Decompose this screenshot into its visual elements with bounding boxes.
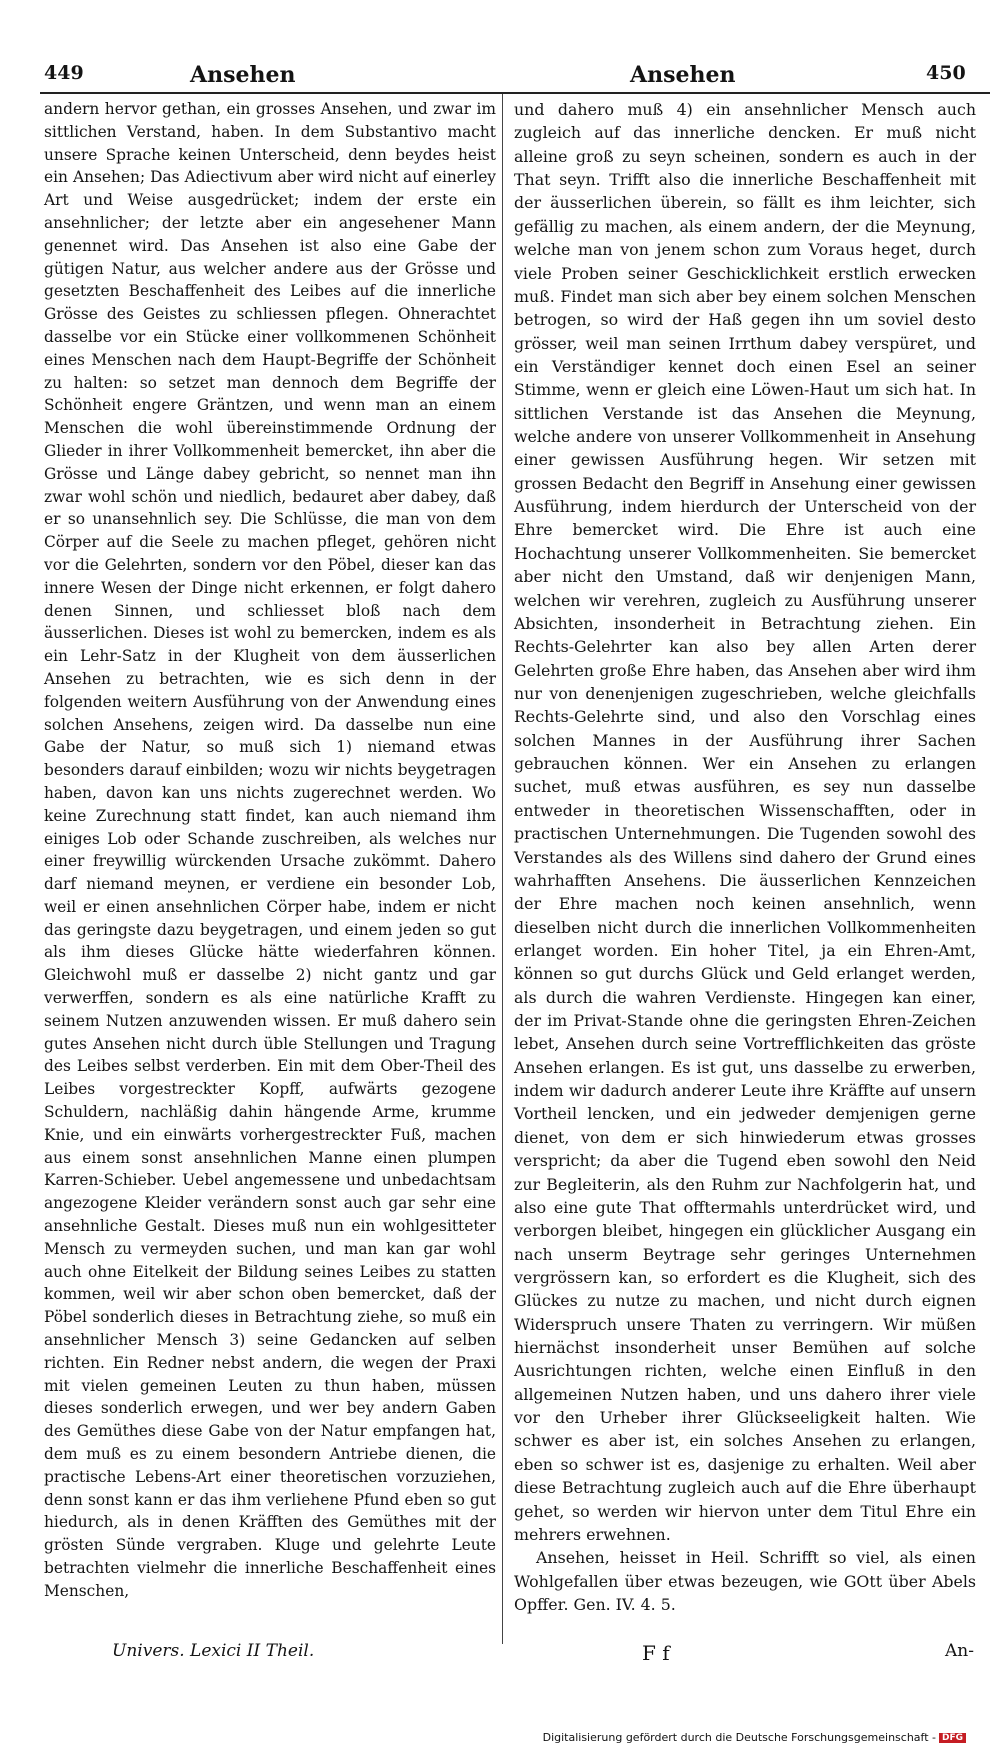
running-header	[40, 62, 990, 96]
credit-text: Digitalisierung gefördert durch die Deutsche Forschungsgemeinschaft -	[542, 1731, 936, 1744]
footer-signature: Univers. Lexici II Theil.	[112, 1641, 315, 1661]
header-keyword-right: Ansehen	[630, 62, 736, 88]
header-keyword-left: Ansehen	[190, 62, 296, 88]
page-number-left: 449	[44, 62, 84, 84]
catchword: An-	[945, 1641, 974, 1661]
left-paragraph: andern hervor gethan, ein grosses Ansehen, und zwar im sittlichen Verstand, haben. In dem Substantivo macht unsere Sprache keinen Unterscheid, denn beydes heist ein Ansehen; Das Adiectivum aber wird nicht auf einerley Art und Weise ausgedrücket; indem der erste ein ansehnlicher; der letzte aber ein angesehener Mann genennet wird. Das Ansehen ist also eine Gabe der gütigen Natur, aus welcher andere aus der Grösse und gesetzten Beschaffenheit des Leibes auf die innerliche Grösse des Geistes zu schliessen pflegen. Ohnerachtet dasselbe vor ein Stücke einer vollkommenen Schönheit eines Menschen nach dem Haupt-Begriffe der Schönheit zu halten: so setzet man dennoch dem Begriffe der Schönheit engere Gräntzen, und wenn man an einem Menschen die wohl übereinstimmende Ordnung der Glieder in ihrer Vollkommenheit bemercket, ihn aber die Grösse und Länge dabey gebricht, so nennet man ihn zwar wohl schön und niedlich, bedauret aber dabey, daß er so unansehnlich sey. Die Schlüsse, die man von dem Cörper auf die Seele zu machen pfleget, gehören nicht vor die Gelehrten, sondern vor den Pöbel, dieser kan das innere Wesen der Dinge nicht erkennen, er folgt dahero denen Sinnen, und schliesset bloß nach dem äusserlichen. Dieses ist wohl zu bemercken, indem es als ein Lehr-Satz in der Klugheit von dem äusserlichen Ansehen zu betrachten, wie es sich denn in der folgenden weitern Ausführung von der Anwendung eines solchen Ansehens, zeigen wird. Da dasselbe nun eine Gabe der Natur, so muß sich 1) niemand etwas besonders darauf einbilden; wozu wir nichts beygetragen haben, davon kan uns nichts zugerechnet werden. Wo keine Zurechnung statt findet, kan auch niemand ihm einiges Lob oder Schande zuschreiben, als welches nur einer freywillig würckenden Ursache zukömmt. Dahero darf niemand meynen, er verdiene ein besonder Lob, weil er einen ansehnlichen Cörper habe, indem er nicht das geringste dazu beygetragen, und einem jeden so gut als ihm dieses Glücke hätte wiederfahren können. Gleichwohl muß er dasselbe 2) nicht gantz und gar verwerffen, sondern es als eine natürliche Krafft zu seinem Nutzen anzuwenden wissen. Er muß dahero sein gutes Ansehen nicht durch üble Stellungen und Tragung des Leibes selbst verderben. Ein mit dem Ober-Theil des Leibes vorgestreckter Kopff, aufwärts gezogene Schuldern, nachläßig dahin hängende Arme, krumme Knie, und ein einwärts vorhergestreckter Fuß, machen aus einem sonst ansehnlichen Manne einen plumpen Karren-Schieber. Uebel angemessene und unbedachtsam angezogene Kleider verändern sonst auch gar sehr eine ansehnliche Gestalt. Dieses muß nun ein wohlgesitteter Mensch zu vermeyden suchen, und man kan gar wohl auch ohne Eitelkeit der Bildung seines Leibes zu statten kommen, weil wir aber schon oben bemercket, daß der Pöbel sonderlich dieses in Betrachtung ziehe, so muß ein ansehnlicher Mensch 3) seine Gedancken auf selben richten. Ein Redner nebst andern, die wegen der Praxi mit vielen gemeinen Leuten zu thun haben, müssen dieses sonderlich erwegen, und wer bey andern Gaben des Gemüthes diese Gabe von der Natur empfangen hat, dem muß es zu einem besondern Antriebe dienen, die practische Lebens-Art einer theoretischen vorzuziehen, denn sonst kann er das ihm verliehene Pfund eben so gut hiedurch, als in denen Kräfften des Gemüthes mit der grösten Sünde vergraben. Kluge und gelehrte Leute betrachten vielmehr die innerliche Beschaffenheit eines Menschen,	[44, 100, 496, 1600]
header-rule	[40, 92, 990, 94]
left-column	[44, 98, 496, 1603]
digitization-credit	[543, 1731, 966, 1744]
sheet-mark: F f	[642, 1641, 670, 1665]
page-footer	[40, 1641, 990, 1669]
column-divider	[502, 94, 503, 1644]
dfg-logo: DFG	[939, 1733, 966, 1743]
right-paragraph-entry: Ansehen, heisset in Heil. Schrifft so viel, als einen Wohlgefallen über etwas bezeugen, wie GOtt über Abels Opffer. Gen. IV. 4. 5.	[514, 1548, 976, 1614]
page-number-right: 450	[926, 62, 966, 84]
right-column	[514, 98, 976, 1616]
right-paragraph: und dahero muß 4) ein ansehnlicher Mensch auch zugleich auf das innerliche dencken. Er muß nicht alleine groß zu seyn scheinen, sondern es auch in der That seyn. Trifft also die innerliche Beschaffenheit mit der äusserlichen überein, so fällt es ihm leichter, sich gefällig zu machen, als einem andern, der die Meynung, welche man von jenem schon zum Voraus heget, durch viele Proben seiner Geschicklichkeit erstlich erwecken muß. Findet man sich aber bey einem solchen Menschen betrogen, so wird der Haß gegen ihn um soviel desto grösser, weil man seinen Irrthum dabey verspüret, und ein Verständiger kennet doch einen Esel an seiner Stimme, wenn er gleich eine Löwen-Haut um sich hat. In sittlichen Verstande ist das Ansehen die Meynung, welche andere von unserer Vollkommenheit in Ansehung einer gewissen Ausführung hegen. Wir setzen mit grossen Bedacht den Begriff in Ansehung einer gewissen Ausführung, indem hierdurch der Unterscheid von der Ehre bemercket wird. Die Ehre ist auch eine Hochachtung unserer Vollkommenheiten. Sie bemercket aber nicht den Umstand, daß wir denjenigen Mann, welchen wir verehren, zugleich zu Ausführung unserer Absichten, insonderheit in Betrachtung ziehen. Ein Rechts-Gelehrter kan also bey allen Arten derer Gelehrten große Ehre haben, das Ansehen aber wird ihm nur von denenjenigen zugeschrieben, welche gleichfalls Rechts-Gelehrte sind, und also den Vorschlag eines solchen Mannes in der Ausführung ihrer Sachen gebrauchen können. Wer ein Ansehen zu erlangen suchet, muß etwas ausführen, es sey nun dasselbe entweder in theoretischen Wissenschafften, oder in practischen Unternehmungen. Die Tugenden sowohl des Verstandes als des Willens sind dahero der Grund eines wahrhafften Ansehens. Die äusserlichen Kennzeichen der Ehre machen noch keinen ansehnlich, wenn dieselben nicht durch die innerlichen Vollkommenheiten erlanget worden. Ein hoher Titel, ja ein Ehren-Amt, können so gut durchs Glück und Geld erlanget werden, als durch die wahren Verdienste. Hingegen kan einer, der im Privat-Stande ohne die geringsten Ehren-Zeichen lebet, Ansehen durch seine Vortrefflichkeiten das gröste Ansehen erlangen. Es ist gut, uns dasselbe zu erwerben, indem wir dadurch anderer Leute ihre Kräffte auf unsern Vortheil lencken, und ein jedweder demjenigen gerne dienet, von dem er sich hinwiederum etwas grosses verspricht; da aber die Tugend eben sowohl den Neid zur Begleiterin, als den Ruhm zur Nachfolgerin hat, und also eine gute That offtermahls unterdrücket wird, und verborgen bleibet, hingegen ein glücklicher Ausgang ein nach unserm Beytrage sehr geringes Unternehmen vergrössern kan, so erfordert es die Klugheit, sich des Glückes zu nutze zu machen, und nicht durch eignen Widerspruch unsere Thaten zu verringern. Wir müßen hiernächst insonderheit unser Bemühen auf solche Ausrichtungen richten, welche einen Einfluß in den allgemeinen Nutzen haben, und uns dahero ihrer viele vor den Urheber ihrer Glückseeligkeit halten. Wie schwer es aber ist, ein solches Ansehen zu erlangen, eben so schwer ist es, dasjenige zu erhalten. Weil aber diese Betrachtung zugleich auch auf die Ehre überhaupt gehet, so werden wir hiervon unter dem Titul Ehre ein mehrers erwehnen.	[514, 100, 976, 1544]
